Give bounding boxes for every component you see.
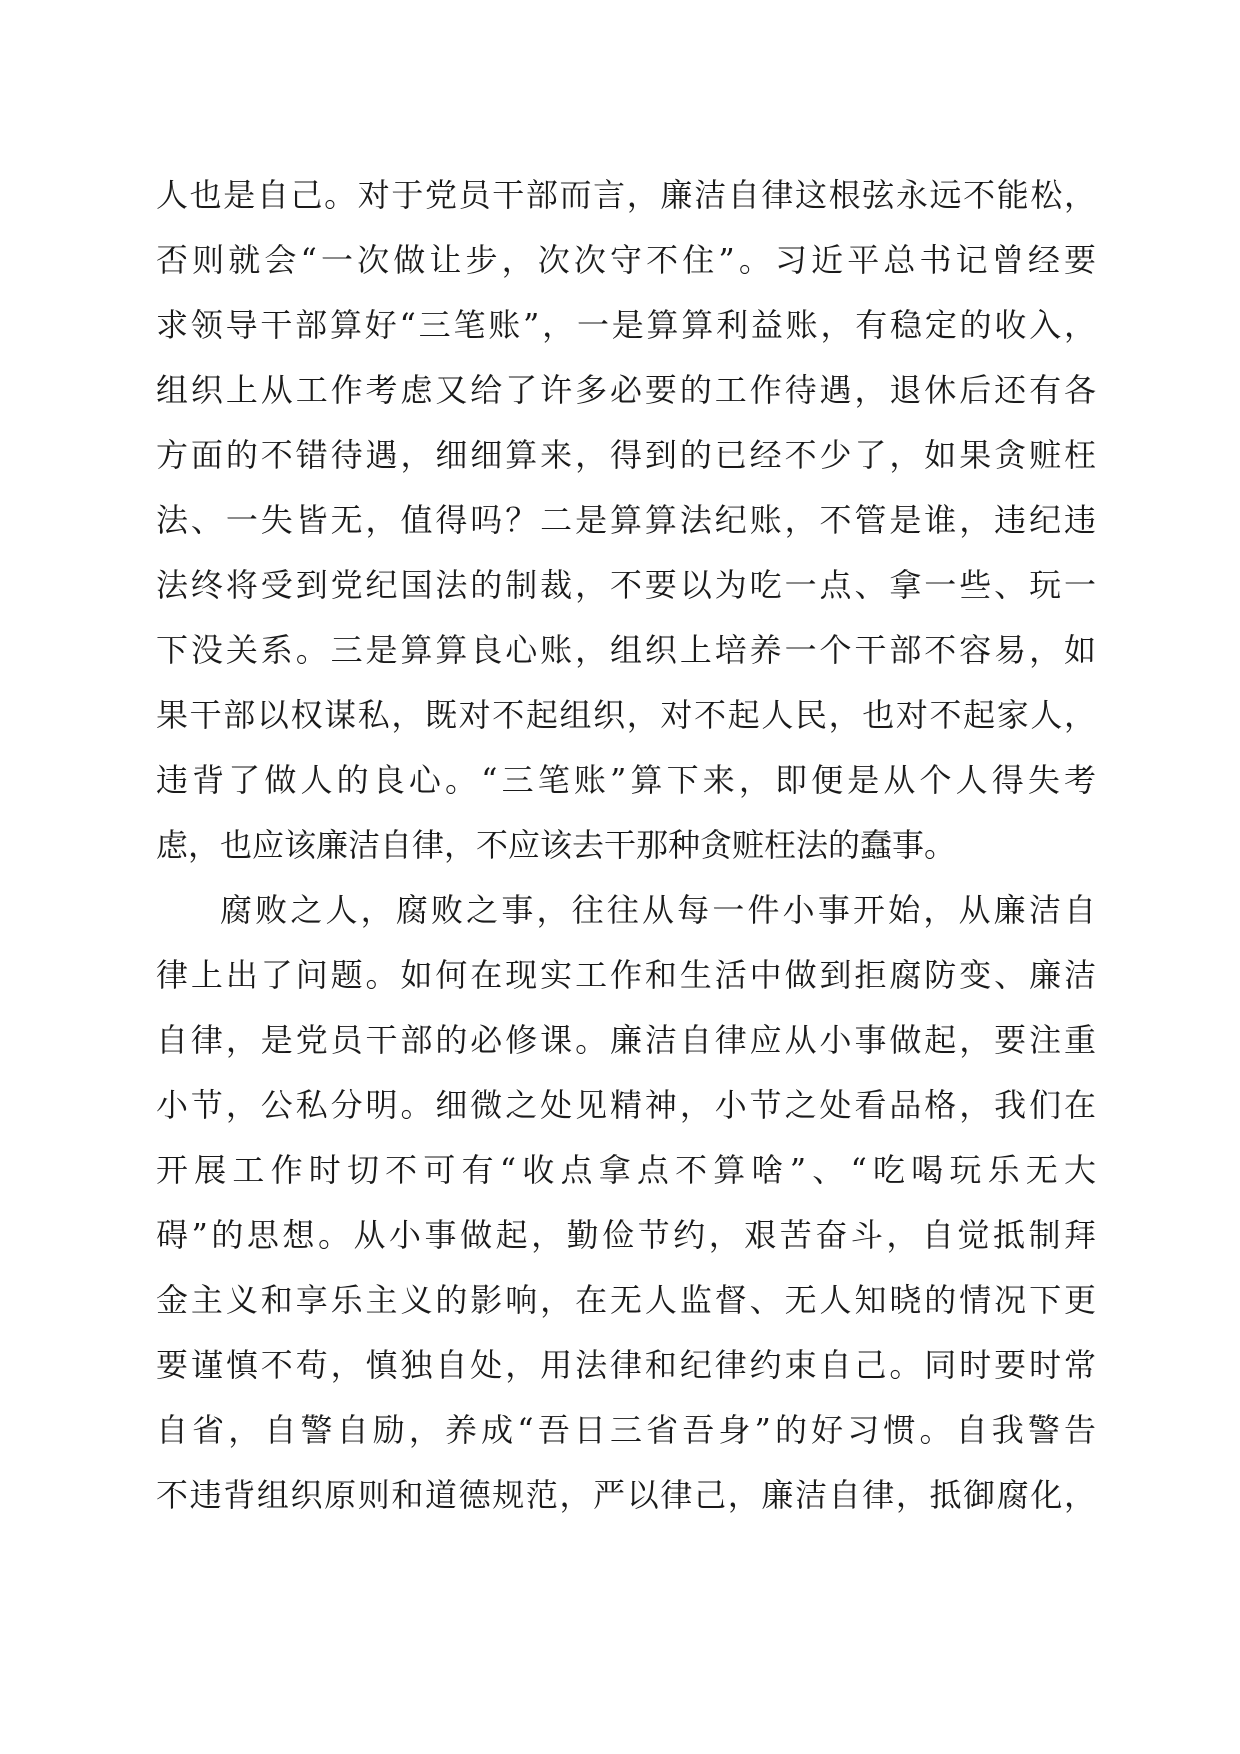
text-line: 组织上从工作考虑又给了许多必要的工作待遇，退休后还有各 (156, 371, 1096, 409)
text-line: 金主义和享乐主义的影响，在无人监督、无人知晓的情况下更 (156, 1281, 1096, 1319)
text-line: 开展工作时切不可有“收点拿点不算啥”、“吃喝玩乐无大 (156, 1151, 1096, 1189)
text-line: 果干部以权谋私，既对不起组织，对不起人民，也对不起家人， (156, 696, 1096, 734)
paragraph-1 (156, 163, 1096, 878)
text-line: 违背了做人的良心。“三笔账”算下来，即便是从个人得失考 (156, 761, 1096, 799)
text-line: 腐败之人，腐败之事，往往从每一件小事开始，从廉洁自 (220, 891, 1096, 929)
text-line: 求领导干部算好“三笔账”，一是算算利益账，有稳定的收入， (156, 306, 1096, 344)
paragraph-2 (156, 878, 1096, 1528)
text-line: 不违背组织原则和道德规范，严以律己，廉洁自律，抵御腐化， (156, 1476, 1096, 1514)
body-text (156, 163, 1096, 1528)
text-line: 方面的不错待遇，细细算来，得到的已经不少了，如果贪赃枉 (156, 436, 1096, 474)
text-line: 要谨慎不苟，慎独自处，用法律和纪律约束自己。同时要时常 (156, 1346, 1096, 1384)
text-line: 律上出了问题。如何在现实工作和生活中做到拒腐防变、廉洁 (156, 956, 1096, 994)
text-line: 人也是自己。对于党员干部而言，廉洁自律这根弦永远不能松， (156, 176, 1096, 214)
text-line: 自省，自警自励，养成“吾日三省吾身”的好习惯。自我警告 (156, 1411, 1096, 1449)
text-line: 下没关系。三是算算良心账，组织上培养一个干部不容易，如 (156, 631, 1096, 669)
text-line: 虑，也应该廉洁自律，不应该去干那种贪赃枉法的蠢事。 (156, 826, 957, 864)
text-line: 小节，公私分明。细微之处见精神，小节之处看品格，我们在 (156, 1086, 1096, 1124)
text-line: 否则就会“一次做让步，次次守不住”。习近平总书记曾经要 (156, 241, 1096, 279)
text-line: 法终将受到党纪国法的制裁，不要以为吃一点、拿一些、玩一 (156, 566, 1096, 604)
text-line: 自律，是党员干部的必修课。廉洁自律应从小事做起，要注重 (156, 1021, 1096, 1059)
text-line: 碍”的思想。从小事做起，勤俭节约，艰苦奋斗，自觉抵制拜 (156, 1216, 1096, 1254)
text-line: 法、一失皆无，值得吗？二是算算法纪账，不管是谁，违纪违 (156, 501, 1096, 539)
